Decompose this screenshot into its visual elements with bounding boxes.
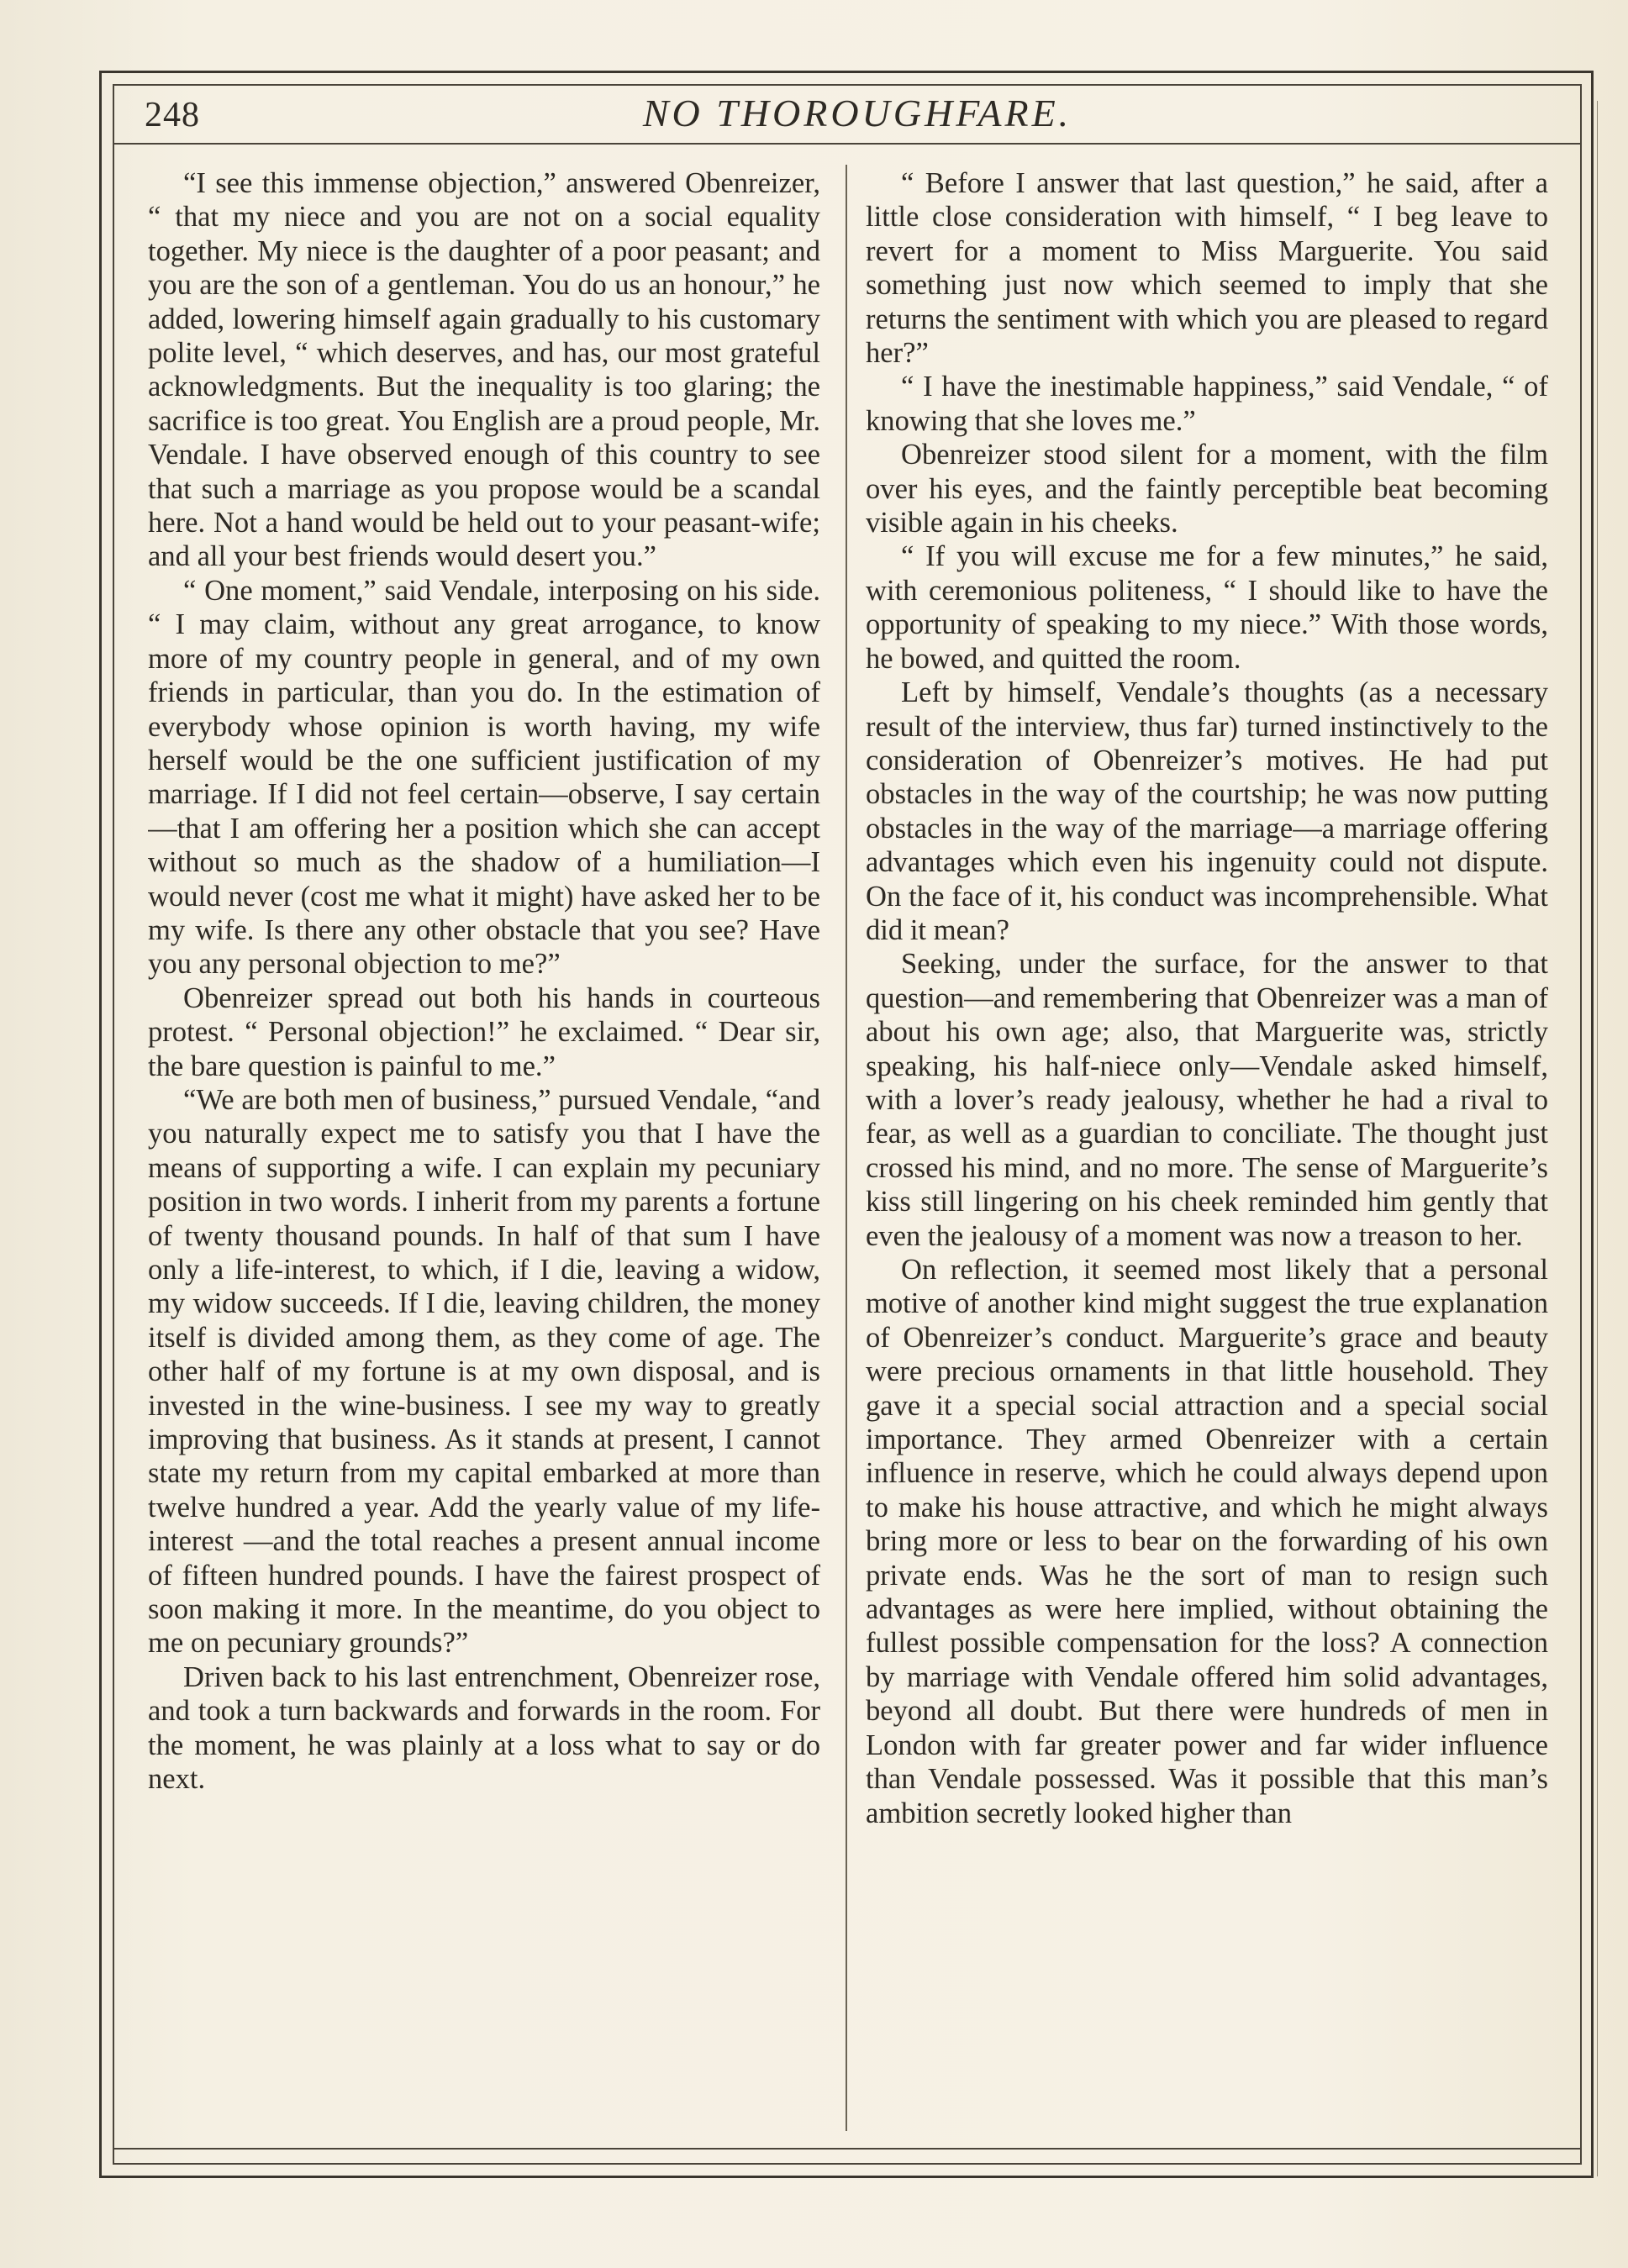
paragraph: “ One moment,” said Vendale, interposing on his side. “ I may claim, without any great arrogance, to know more of my country people in general, and of my own friends in particular, than you do. In the estimation of everybody whose opinion is worth having, my wife herself would be the one sufficient justification of my marriage. If I did not feel certain—observe, I say certain—that I am offering her a position which she can accept without so much as the shadow of a humiliation—I would never (cost me what it might) have asked her to be my wife. Is there any other obstacle that you see? Have you any personal objection to me?” — [148, 574, 820, 981]
paragraph: Seeking, under the surface, for the answer to that question—and remembering that Obenreizer was a man of about his own age; also, that Marguerite was, strictly speaking, his half-niece only—Vendale asked himself, with a lover’s ready jealousy, whether he had a rival to fear, as well as a guardian to conciliate. The thought just crossed his mind, and no more. The sense of Marguerite’s kiss still lingering on his cheek reminded him gently that even the jealousy of a moment was now a treason to her. — [866, 948, 1548, 1252]
page-number: 248 — [145, 96, 200, 134]
running-title: NO THOROUGHFARE. — [642, 92, 1072, 134]
paragraph: “ Before I answer that last question,” he said, after a little close consideration with himself, “ I beg leave to revert for a moment to Miss Marguerite. You said something just now which seemed to imply that she returns the sentiment with which you are pleased to regard her?” — [866, 167, 1548, 370]
paragraph: On reflection, it seemed most likely that a personal motive of another kind might suggest the true explanation of Obenreizer’s conduct. Marguerite’s grace and beauty were precious ornaments in that little household. They gave it a special social attraction and a special social importance. They armed Obenreizer with a certain influence in reserve, which he could always depend upon to make his house attractive, and which he might always bring more or less to bear on the forwarding of his own private ends. Was he the sort of man to resign such advantages as were here implied, without obtaining the fullest possible compensation for the loss? A connection by marriage with Vendale offered him solid advantages, beyond all doubt. But there were hundreds of men in London with far greater power and far wider influence than Vendale possessed. Was it possible that this man’s ambition secretly looked higher than — [866, 1254, 1548, 1829]
paragraph: Obenreizer spread out both his hands in courteous protest. “ Personal objection!” he exclaimed. “ Dear sir, the bare question is painful to me.” — [148, 981, 820, 1082]
right-text-column — [866, 166, 1548, 2124]
paragraph: Obenreizer stood silent for a moment, with the film over his eyes, and the faintly perceptible beat becoming visible again in his cheeks. — [866, 439, 1548, 539]
paragraph: Left by himself, Vendale’s thoughts (as a necessary result of the interview, thus far) turned instinctively to the consideration of Obenreizer’s motives. He had put obstacles in the way of the courtship; he was now putting obstacles in the way of the marriage—a marriage offering advantages which even his ingenuity could not dispute. On the face of it, his conduct was incomprehensible. What did it mean? — [866, 676, 1548, 946]
footer-rule — [113, 2148, 1582, 2150]
paragraph: “ If you will excuse me for a few minutes,” he said, with ceremonious politeness, “ I should like to have the opportunity of speaking to my niece.” With those words, he bowed, and quitted the room. — [866, 540, 1548, 675]
paragraph: “We are both men of business,” pursued Vendale, “and you naturally expect me to satisfy you that I have the means of supporting a wife. I can explain my pecuniary position in two words. I inherit from my parents a fortune of twenty thousand pounds. In half of that sum I have only a life-interest, to which, if I die, leaving a widow, my widow succeeds. If I die, leaving children, the money itself is divided among them, as they come of age. The other half of my fortune is at my own disposal, and is invested in the wine-business. I see my way to greatly improving that business. As it stands at present, I cannot state my return from my capital embarked at more than twelve hundred a year. Add the yearly value of my life-interest —and the total reaches a present annual income of fifteen hundred pounds. I have the fairest prospect of soon making it more. In the meantime, do you object to me on pecuniary grounds?” — [148, 1083, 820, 1660]
left-text-column — [148, 166, 820, 2124]
paragraph: “I see this immense objection,” answered Obenreizer, “ that my niece and you are not on a social equality together. My niece is the daughter of a poor peasant; and you are the son of a gentleman. You do us an honour,” he added, lowering himself again gradually to his customary polite level, “ which deserves, and has, our most grateful acknowledgments. But the inequality is too glaring; the sacrifice is too great. You English are a proud people, Mr. Vendale. I have observed enough of this country to see that such a marriage as you propose would be a scandal here. Not a hand would be held out to your peasant-wife; and all your best friends would desert you.” — [148, 167, 820, 573]
binding-edge-line — [1597, 101, 1598, 2176]
paragraph: “ I have the inestimable happiness,” said Vendale, “ of knowing that she loves me.” — [866, 371, 1548, 437]
column-divider — [846, 165, 847, 2131]
header-rule — [113, 143, 1582, 145]
paragraph: Driven back to his last entrenchment, Obenreizer rose, and took a turn backwards and forwards in the room. For the moment, he was plainly at a loss what to say or do next. — [148, 1660, 820, 1796]
